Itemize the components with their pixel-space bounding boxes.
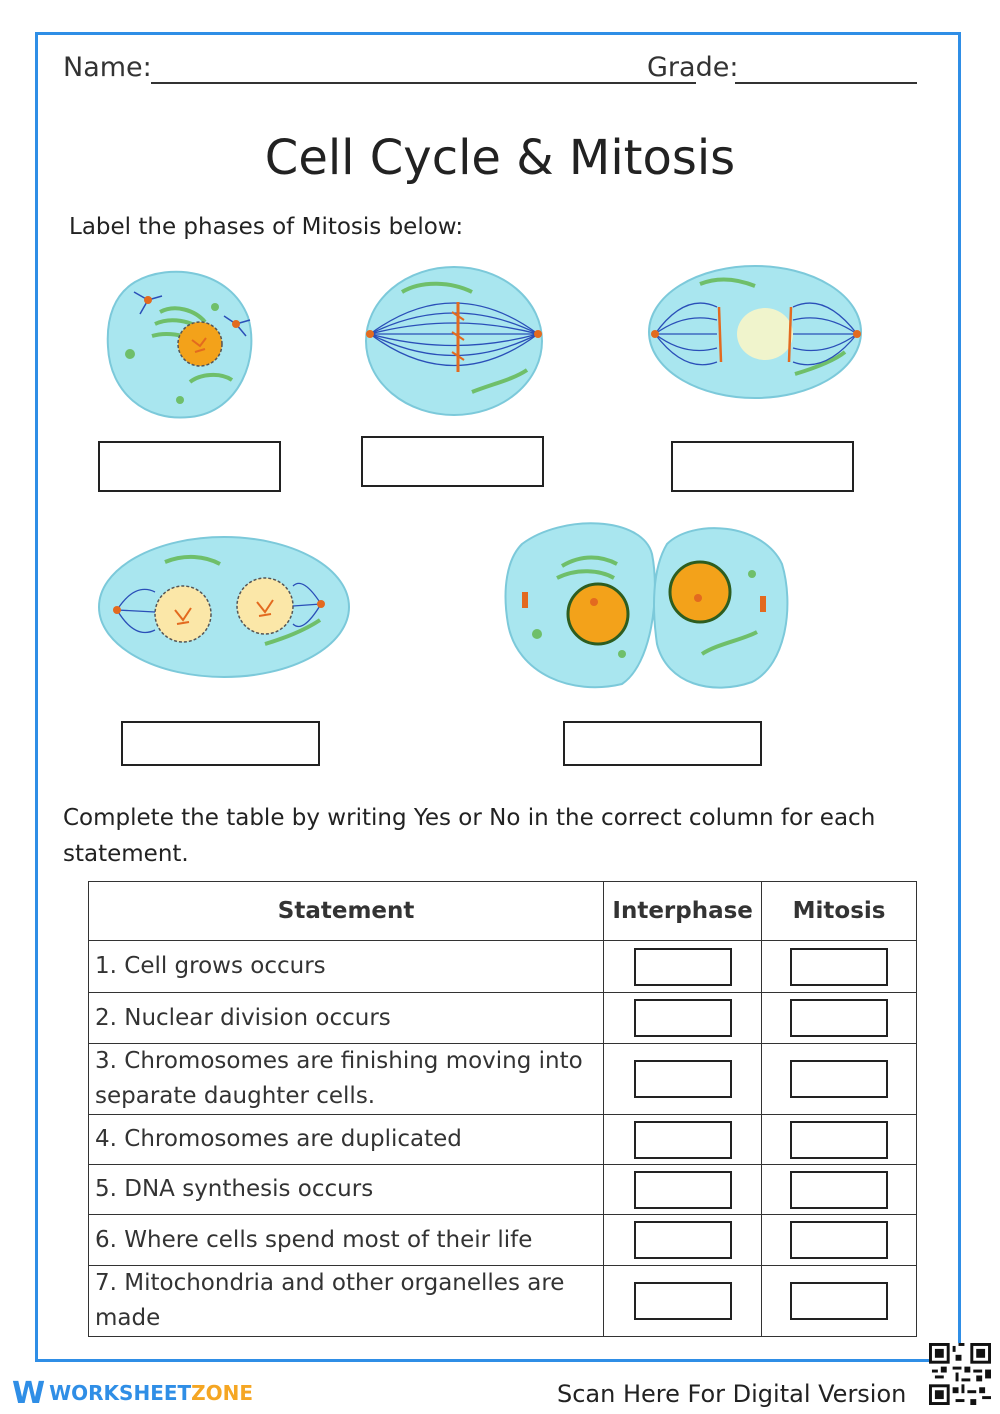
scan-text: Scan Here For Digital Version (557, 1380, 907, 1408)
name-field[interactable] (151, 82, 696, 84)
logo-text-accent: ZONE (191, 1381, 254, 1405)
mitosis-answer-box[interactable] (790, 1221, 888, 1259)
metaphase-cell-icon (362, 262, 547, 420)
phase-label-box-3[interactable] (671, 441, 854, 492)
phase-label-box-4[interactable] (121, 721, 320, 766)
interphase-answer-box[interactable] (634, 948, 732, 986)
mitosis-answer-box[interactable] (790, 1171, 888, 1209)
prophase-cell-icon (100, 262, 260, 422)
statement-text: 1. Cell grows occurs (89, 941, 604, 993)
mitosis-answer-box[interactable] (790, 1282, 888, 1320)
table-row (89, 1044, 917, 1115)
statement-text: 6. Where cells spend most of their life (89, 1215, 604, 1266)
phase-label-box-5[interactable] (563, 721, 762, 766)
statement-text: 2. Nuclear division occurs (89, 993, 604, 1044)
statement-text: 7. Mitochondria and other organelles are made (89, 1266, 604, 1337)
interphase-answer-box[interactable] (634, 1171, 732, 1209)
table-row (89, 1115, 917, 1165)
table-row (89, 993, 917, 1044)
interphase-answer-box[interactable] (634, 1121, 732, 1159)
statement-text: 3. Chromosomes are finishing moving into separate daughter cells. (89, 1044, 604, 1115)
statement-text: 5. DNA synthesis occurs (89, 1165, 604, 1215)
statement-text: 4. Chromosomes are duplicated (89, 1115, 604, 1165)
mitosis-answer-box[interactable] (790, 999, 888, 1037)
table-row (89, 1215, 917, 1266)
name-label: Name: (63, 52, 152, 83)
logo-text-main: WORKSHEET (49, 1381, 192, 1405)
qr-code-icon[interactable] (929, 1343, 991, 1405)
mitosis-answer-box[interactable] (790, 1060, 888, 1098)
interphase-answer-box[interactable] (634, 1060, 732, 1098)
mitosis-answer-box[interactable] (790, 1121, 888, 1159)
interphase-answer-box[interactable] (634, 999, 732, 1037)
col-header-mitosis: Mitosis (762, 882, 917, 941)
table-row (89, 941, 917, 993)
grade-label: Grade: (647, 52, 739, 83)
statement-table (88, 881, 917, 1337)
cytokinesis-cell-icon (502, 514, 794, 694)
section2-instruction: Complete the table by writing Yes or No in the correct column for each statement. (63, 805, 876, 867)
col-header-statement: Statement (89, 882, 604, 941)
phase-label-box-1[interactable] (98, 441, 281, 492)
anaphase-cell-icon (645, 262, 865, 402)
col-header-interphase: Interphase (604, 882, 762, 941)
header-row (63, 52, 923, 92)
phase-label-box-2[interactable] (361, 436, 544, 487)
telophase-cell-icon (95, 532, 353, 682)
interphase-answer-box[interactable] (634, 1282, 732, 1320)
mitosis-answer-box[interactable] (790, 948, 888, 986)
page-title: Cell Cycle & Mitosis (264, 130, 736, 186)
worksheetzone-logo[interactable] (12, 1376, 253, 1411)
table-row (89, 1266, 917, 1337)
table-row (89, 1165, 917, 1215)
section1-instruction: Label the phases of Mitosis below: (69, 214, 464, 240)
grade-field[interactable] (735, 82, 917, 84)
interphase-answer-box[interactable] (634, 1221, 732, 1259)
table-header-row (89, 882, 917, 941)
logo-w-icon: W (12, 1376, 46, 1411)
